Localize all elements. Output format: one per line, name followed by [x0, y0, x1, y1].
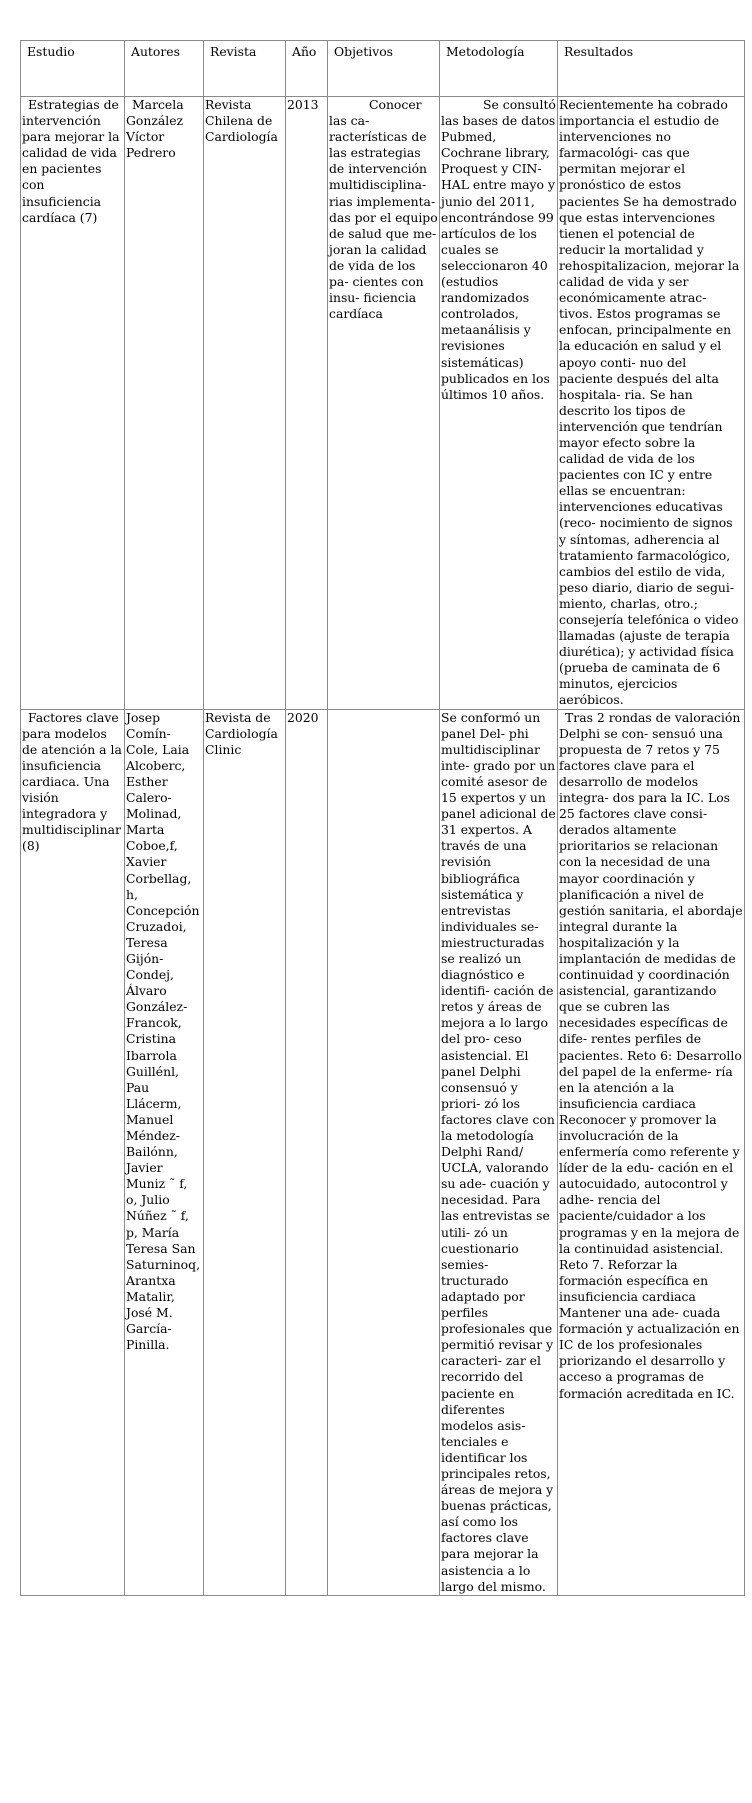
cell-revista: Revista de Cardiología Clinic [204, 709, 286, 1595]
cell-anio: 2020 [286, 709, 328, 1595]
cell-objetivos [328, 709, 440, 1595]
header-autores: Autores [125, 41, 204, 97]
header-revista: Revista [204, 41, 286, 97]
cell-estudio: Factores clave para modelos de atención a la insuficiencia cardiaca. Una visión integradora y multidisciplinar (8) [21, 709, 125, 1595]
cell-anio: 2013 [286, 97, 328, 710]
table-row [21, 97, 745, 710]
header-estudio: Estudio [21, 41, 125, 97]
literature-review-table [20, 40, 745, 1596]
cell-revista: Revista Chilena de Cardiología [204, 97, 286, 710]
cell-metodologia: Se consultó las bases de datos Pubmed, Cochrane library, Proquest y CIN- HAL entre mayo y junio del 2011, encontrándose 99 artículos de los cuales se seleccionaron 40 (estudios randomizados controlados, metaanálisis y revisiones sistemáticas) publicados en los últimos 10 años. [440, 97, 558, 710]
cell-autores: Marcela González Víctor Pedrero [125, 97, 204, 710]
header-anio: Año [286, 41, 328, 97]
table-row [21, 709, 745, 1595]
cell-resultados: Tras 2 rondas de valoración Delphi se con- sensuó una propuesta de 7 retos y 75 factores clave para el desarrollo de modelos integra- dos para la IC. Los 25 factores clave consi- derados altamente prioritarios se relacionan con la necesidad de una mayor coordinación y planificación a nivel de gestión sanitaria, el abordaje integral durante la hospitalización y la implantación de medidas de continuidad y coordinación asistencial, garantizando que se cubren las necesidades específicas de dife- rentes perfiles de pacientes. Reto 6: Desarrollo del papel de la enferme- ría en la atención a la insuficiencia cardiaca Reconocer y promover la involucración de la enfermería como referente y líder de la edu- cación en el autocuidado, autocontrol y adhe- rencia del paciente/cuidador a los programas y en la mejora de la continuidad asistencial. Reto 7. Reforzar la formación específica en insuficiencia cardiaca Mantener una ade- cuada formación y actualización en IC de los profesionales priorizando el desarrollo y acceso a programas de formación acreditada en IC. [558, 709, 745, 1595]
header-metodologia: Metodología [440, 41, 558, 97]
table-header-row [21, 41, 745, 97]
header-objetivos: Objetivos [328, 41, 440, 97]
cell-metodologia: Se conformó un panel Del- phi multidisciplinar inte- grado por un comité asesor de 15 expertos y un panel adicional de 31 expertos. A través de una revisión bibliográfica sistemática y entrevistas individuales se- miestructuradas se realizó un diagnóstico e identifi- cación de retos y áreas de mejora a lo largo del pro- ceso asistencial. El panel Delphi consensuó y priori- zó los factores clave con la metodología Delphi Rand/ UCLA, valorando su ade- cuación y necesidad. Para las entrevistas se utili- zó un cuestionario semies- tructurado adaptado por perfiles profesionales que permitió revisar y caracteri- zar el recorrido del paciente en diferentes modelos asis- tenciales e identificar los principales retos, áreas de mejora y buenas prácticas, así como los factores clave para mejorar la asistencia a lo largo del mismo. [441, 709, 556, 1594]
header-resultados: Resultados [558, 41, 745, 97]
cell-objetivos: Conocer las ca- racterísticas de las estrategias de intervención multidisciplina- rias implementa- das por el equipo de salud que me- joran la calidad de vida de los pa- cientes con insu- ficiencia cardíaca [328, 97, 440, 710]
cell-resultados: Recientemente ha cobrado importancia el estudio de intervenciones no farmacológi- cas que permitan mejorar el pronóstico de estos pacientes Se ha demostrado que estas intervenciones tienen el potencial de reducir la mortalidad y rehospitalizacion, mejorar la calidad de vida y ser económicamente atrac- tivos. Estos programas se enfocan, principalmente en la educación en salud y el apoyo conti- nuo del paciente después del alta hospitala- ria. Se han descrito los tipos de intervención que tendrían mayor efecto sobre la calidad de vida de los pacientes con IC y entre ellas se encuentran: intervenciones educativas (reco- nocimiento de signos y síntomas, adherencia al tratamiento farmacológico, cambios del estilo de vida, peso diario, diario de segui- miento, charlas, otro.; consejería telefónica o video llamadas (ajuste de terapia diurética); y actividad física (prueba de caminata de 6 minutos, ejercicios aeróbicos. [558, 97, 745, 710]
cell-estudio: Estrategias de intervención para mejorar la calidad de vida en pacientes con insuficiencia cardíaca (7) [21, 97, 125, 710]
cell-autores: Josep Comín- Cole, Laia Alcoberc, Esther Calero- Molinad, Marta Coboe,f, Xavier Corbellag, h, Concepción Cruzadoi, Teresa Gijón- Condej, Álvaro González- Francok, Cristina Ibarrola Guillénl, Pau Llácerm, Manuel Méndez- Bailónn, Javier Muniz ˜ f, o, Julio Núñez ˜ f, p, María Teresa San Saturninoq, Arantxa Matalir, José M. García- Pinilla. [125, 709, 204, 1595]
